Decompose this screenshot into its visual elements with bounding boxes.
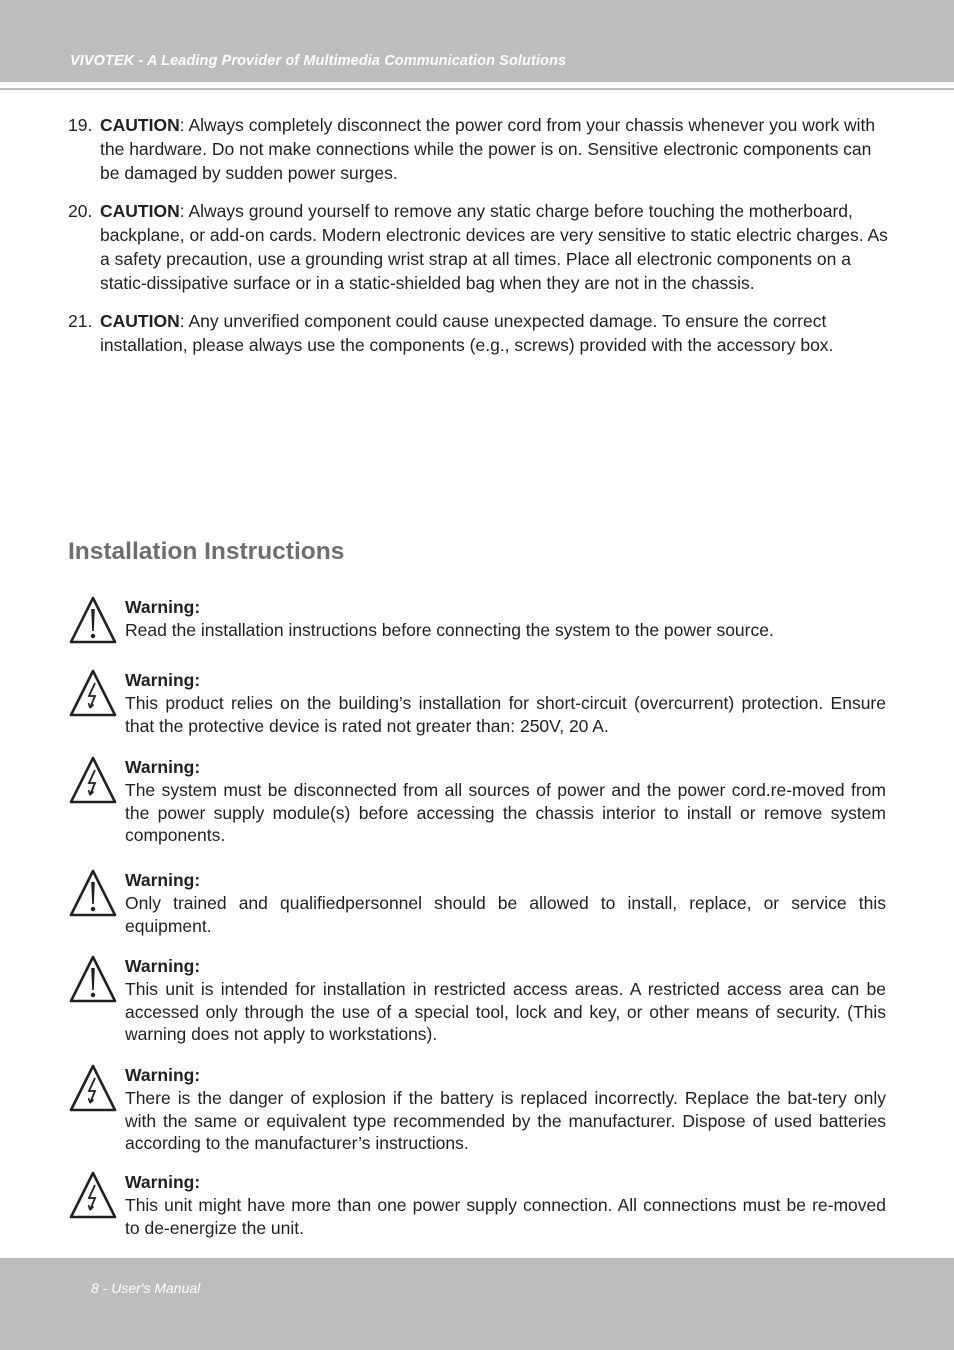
- warning-text: Read the installation instructions before connecting the system to the power source.: [125, 620, 774, 640]
- caution-number: 20.: [68, 201, 93, 221]
- header-bar: [0, 0, 954, 82]
- caution-label: CAUTION: [100, 201, 180, 221]
- warning-title: Warning:: [125, 956, 201, 976]
- caution-text: : Always completely disconnect the power cord from your chassis whenever you work with the hardware. Do not make connections while the power is on. Sensitive electronic components can be damaged by sudden power surges.: [100, 115, 876, 183]
- warning-title: Warning:: [125, 1172, 201, 1192]
- caution-text: : Always ground yourself to remove any static charge before touching the motherboard, backplane, or add-on cards. Modern electronic devices are very sensitive to static electric charges. As a safety precaution, use a grounding wrist strap at all times. Place all electronic components on a static-dissipative surface or in a static-shielded bag when they are not in the chassis.: [100, 201, 888, 293]
- warning-title: Warning:: [125, 870, 201, 890]
- caution-list: [68, 113, 888, 371]
- warning-title: Warning:: [125, 670, 201, 690]
- exclamation-warning-icon: [68, 595, 118, 645]
- caution-label: CAUTION: [100, 115, 180, 135]
- caution-item: [68, 309, 888, 357]
- warning-item: [68, 668, 886, 737]
- warning-text: This unit is intended for installation in restricted access areas. A restricted access area can be accessed only through the use of a special tool, lock and key, or other means of security. (This warning does not apply to workstations).: [125, 979, 886, 1044]
- footer-bar: [0, 1258, 954, 1350]
- warning-text: This product relies on the building’s installation for short-circuit (overcurrent) protection. Ensure that the protective device is rated not greater than: 250V, 20 A.: [125, 693, 886, 736]
- warning-item: [68, 755, 886, 847]
- warning-text: The system must be disconnected from all sources of power and the power cord.re-moved from the power supply module(s) before accessing the chassis interior to install or remove system components.: [125, 780, 886, 845]
- section-title: Installation Instructions: [68, 538, 345, 565]
- electric-shock-warning-icon: [68, 1170, 118, 1220]
- warning-title: Warning:: [125, 597, 201, 617]
- caution-number: 21.: [68, 311, 93, 331]
- electric-shock-warning-icon: [68, 1063, 118, 1113]
- warning-item: [68, 954, 886, 1046]
- exclamation-warning-icon: [68, 954, 118, 1004]
- warning-title: Warning:: [125, 1065, 201, 1085]
- exclamation-warning-icon: [68, 868, 118, 918]
- electric-shock-warning-icon: [68, 668, 118, 718]
- warning-item: [68, 595, 886, 642]
- warning-text: This unit might have more than one power supply connection. All connections must be re-moved to de-energize the unit.: [125, 1195, 886, 1238]
- warning-item: [68, 868, 886, 937]
- caution-label: CAUTION: [100, 311, 180, 331]
- warning-item: [68, 1170, 886, 1239]
- electric-shock-warning-icon: [68, 755, 118, 805]
- page-label: 8 - User's Manual: [91, 1280, 201, 1296]
- warning-text: There is the danger of explosion if the battery is replaced incorrectly. Replace the bat-tery only with the same or equivalent type recommended by the manufacturer. Dispose of used batteries according to the manufacturer’s instructions.: [125, 1088, 886, 1153]
- warning-title: Warning:: [125, 757, 201, 777]
- header-divider: [0, 88, 954, 90]
- caution-item: [68, 113, 888, 185]
- warning-item: [68, 1063, 886, 1155]
- caution-number: 19.: [68, 115, 93, 135]
- header-brand: VIVOTEK - A Leading Provider of Multimedia Communication Solutions: [70, 53, 567, 69]
- warning-text: Only trained and qualifiedpersonnel should be allowed to install, replace, or service this equipment.: [125, 893, 886, 936]
- caution-text: : Any unverified component could cause unexpected damage. To ensure the correct installation, please always use the components (e.g., screws) provided with the accessory box.: [100, 311, 834, 355]
- caution-item: [68, 199, 888, 295]
